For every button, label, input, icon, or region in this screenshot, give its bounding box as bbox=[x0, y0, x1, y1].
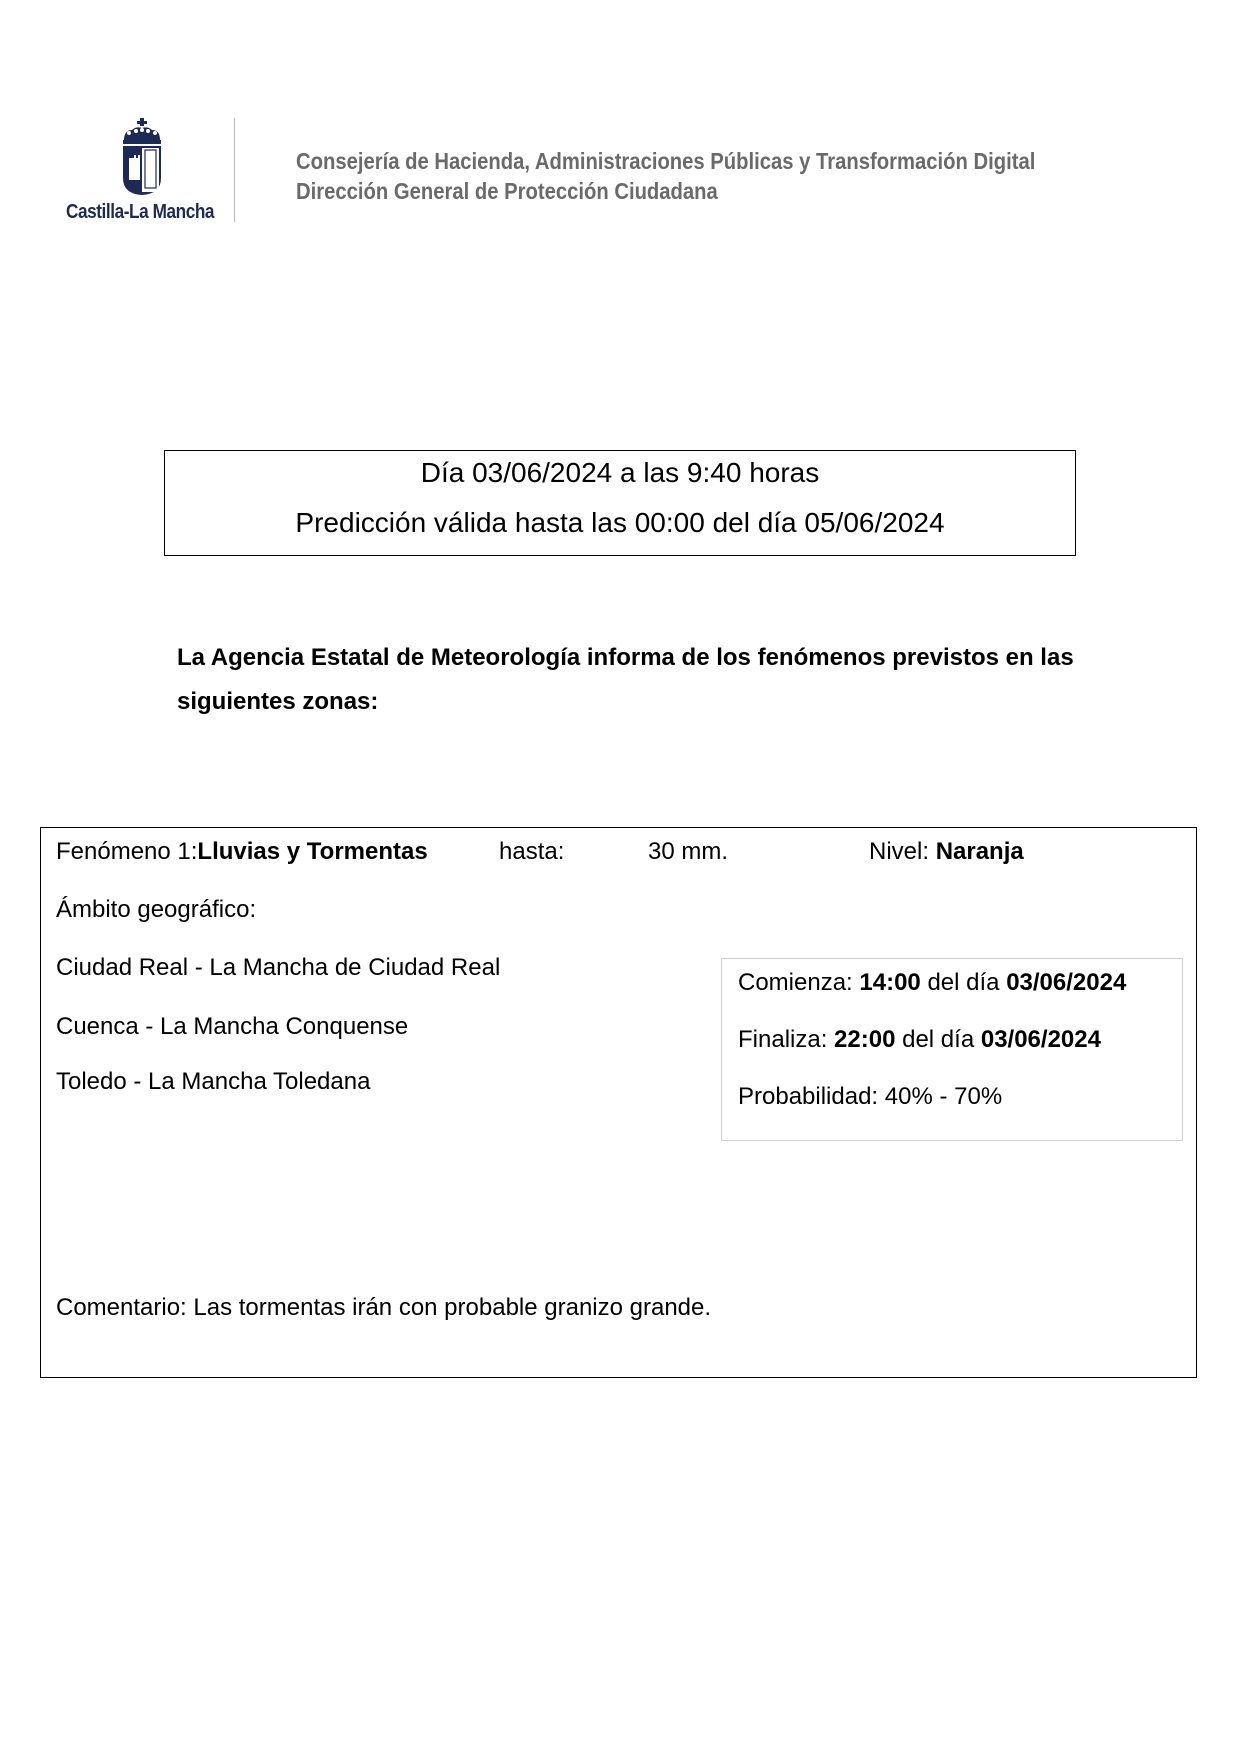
end-label: Finaliza: bbox=[738, 1026, 828, 1053]
start-row bbox=[738, 969, 1126, 997]
phenomenon-name: Lluvias y Tormentas bbox=[197, 838, 428, 865]
org-line-1: Consejería de Hacienda, Administraciones Públicas y Transformación Digital bbox=[296, 148, 1036, 174]
scope-label: Ámbito geográfico: bbox=[56, 896, 257, 923]
coat-of-arms-icon bbox=[120, 118, 164, 196]
phenomenon-title bbox=[56, 838, 428, 866]
zone-item: Ciudad Real - La Mancha de Ciudad Real bbox=[56, 954, 501, 981]
comment: Comentario: Las tormentas irán con probable granizo grande. bbox=[56, 1294, 712, 1321]
level-label: Nivel: bbox=[869, 838, 930, 865]
header-logo bbox=[66, 118, 226, 228]
zone-item: Cuenca - La Mancha Conquense bbox=[56, 1013, 409, 1040]
phenomenon-label: Fenómeno 1: bbox=[56, 838, 198, 865]
level-value: Naranja bbox=[935, 838, 1024, 865]
until-label: hasta: bbox=[499, 838, 565, 865]
start-date: 03/06/2024 bbox=[1006, 969, 1127, 996]
level bbox=[869, 838, 1024, 866]
start-label: Comienza: bbox=[738, 969, 853, 996]
timing-box bbox=[721, 958, 1183, 1141]
intro-text: La Agencia Estatal de Meteorología informa de los fenómenos previstos en las siguientes zonas: bbox=[177, 644, 1074, 715]
amount: 30 mm. bbox=[648, 838, 729, 865]
phenomenon-box bbox=[40, 827, 1197, 1378]
start-time: 14:00 bbox=[859, 969, 921, 996]
issue-datetime: Día 03/06/2024 a las 9:40 horas bbox=[420, 457, 820, 488]
logo-text: Castilla-La Mancha bbox=[66, 201, 215, 223]
start-mid: del día bbox=[927, 969, 1000, 996]
valid-until: Predicción válida hasta las 00:00 del día 05/06/2024 bbox=[295, 507, 945, 538]
validity-box bbox=[164, 450, 1076, 556]
header-divider bbox=[234, 118, 235, 222]
end-date: 03/06/2024 bbox=[980, 1026, 1101, 1053]
org-line-2: Dirección General de Protección Ciudadana bbox=[296, 178, 718, 204]
end-row bbox=[738, 1026, 1101, 1054]
end-mid: del día bbox=[902, 1026, 975, 1053]
end-time: 22:00 bbox=[834, 1026, 896, 1053]
zone-item: Toledo - La Mancha Toledana bbox=[56, 1068, 371, 1095]
organization-block bbox=[296, 146, 1035, 206]
probability: Probabilidad: 40% - 70% bbox=[738, 1083, 1003, 1110]
